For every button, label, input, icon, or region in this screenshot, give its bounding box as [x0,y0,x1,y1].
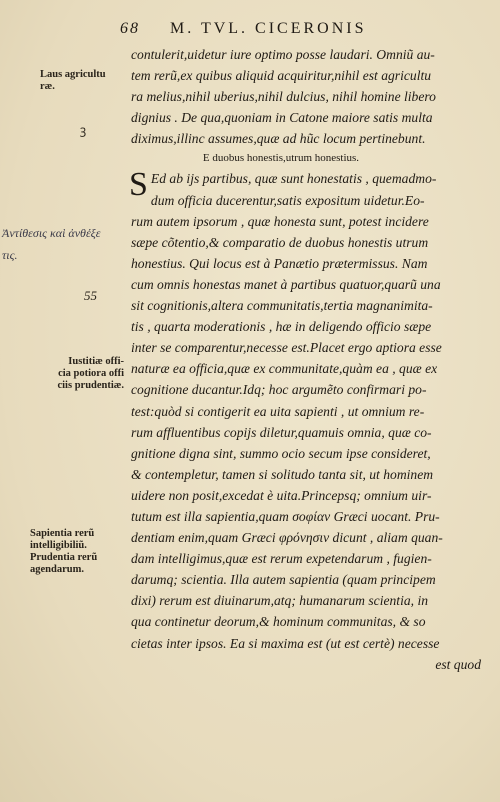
catchword: est quod [435,656,481,672]
text-line: & contempletur, tamen si solitudo tanta sit, ut hominem [131,466,434,482]
margin-symbol: ꝫ [80,123,87,137]
page-header [120,20,480,42]
drop-cap: S [129,166,148,204]
text-line: ra melius,nihil uberius,nihil dulcius, nihil homine libero [131,89,436,105]
margin-note-greek: Ἀντίθεσις καὶ ἀνθέξε τις. [2,226,101,262]
text-line: uidere non posit,excedat è uita.Princepsq; omnium uir- [131,487,432,503]
margin-note-iustitia: Iustitiæ offi- cia potiora offi ciis prudentiæ. [57,356,124,391]
text-line: diximus,illinc assumes,quæ ad hũc locum pertinebunt. [131,131,426,147]
margin-note-sapientia: Sapientia rerũ intelligibiliũ. Prudentia rerũ agendarum. [30,528,98,575]
margin-note-laus: Laus agricultu ræ. [40,69,106,92]
text-line: tem rerũ,ex quibus aliquid acquiritur,nihil est agricultu [131,68,432,84]
text-line: tutum est illa sapientia,quam σοφίαν Græci uocant. Pru- [131,508,440,524]
text-line: dam intelligimus,quæ est rerum expetendarum , fugien- [131,551,432,567]
section-heading: E duobus honestis,utrum honestius. [202,152,360,165]
text-line: cognitione ducantur.Idq; hoc argumẽto confirmari po- [131,382,427,398]
text-line: honestius. Qui locus est à Panætio prætermissus. Nam [131,255,428,271]
text-line: dignius . De qua,quoniam in Catone maiore satis multa [131,110,433,126]
text-line: dentiam enim,quam Græci φρόνησιν dicunt , aliam quan- [131,530,443,546]
text-line: cietas inter ipsos. Ea si maxima est (ut est certè) necesse [131,635,440,651]
body-text [131,44,491,675]
text-line: cum omnis honestas manet à partibus quatuor,quarũ una [131,276,441,292]
paragraph [131,168,491,653]
text-line: contulerit,uidetur iure optimo posse laudari. Omniũ au- [131,47,435,62]
text-line: sæpe cõtentio,& comparatio de duobus honestis utrum [131,234,429,250]
margin-section-number: 55 [84,288,97,303]
text-line: dixi) rerum est diuinarum,atq; humanarum scientia, in [131,593,429,609]
text-line: sit cognitionis,altera communitatis,tertia magnanimita- [131,298,433,314]
page-number: 68 [120,20,140,37]
running-head: M. TVL. CICERONIS [170,20,367,37]
text-line: rum autem ipsorum , quæ honesta sunt, potest incidere [131,213,429,229]
text-line: darumq; scientia. Illa autem sapientia (quam principem [131,572,436,588]
text-line: qua continetur deorum,& hominum communitas, & so [131,614,426,630]
text-line: tis , quarta moderationis , hæ in deligendo officio sæpe [131,319,432,335]
text-line: gnitione digna sint, summo ocio secum ipse consideret, [131,445,431,461]
text-line: dum officia ducerentur,satis expositum uidetur.Eo- [150,192,425,208]
text-line: rum affluentibus copijs diletur,quamuis omnia, quæ co- [131,424,432,440]
text-line: naturæ ea officia,quæ ex communitate,quàm ea , quæ ex [131,361,438,377]
text-line: inter se comparentur,necesse est.Placet ergo aptiora esse [131,340,442,356]
text-line: Ed ab ijs partibus, quæ sunt honestatis , quemadmo- [150,171,437,187]
text-line: test:quòd si contigerit ea uita sapienti , ut omnium re- [131,403,425,419]
